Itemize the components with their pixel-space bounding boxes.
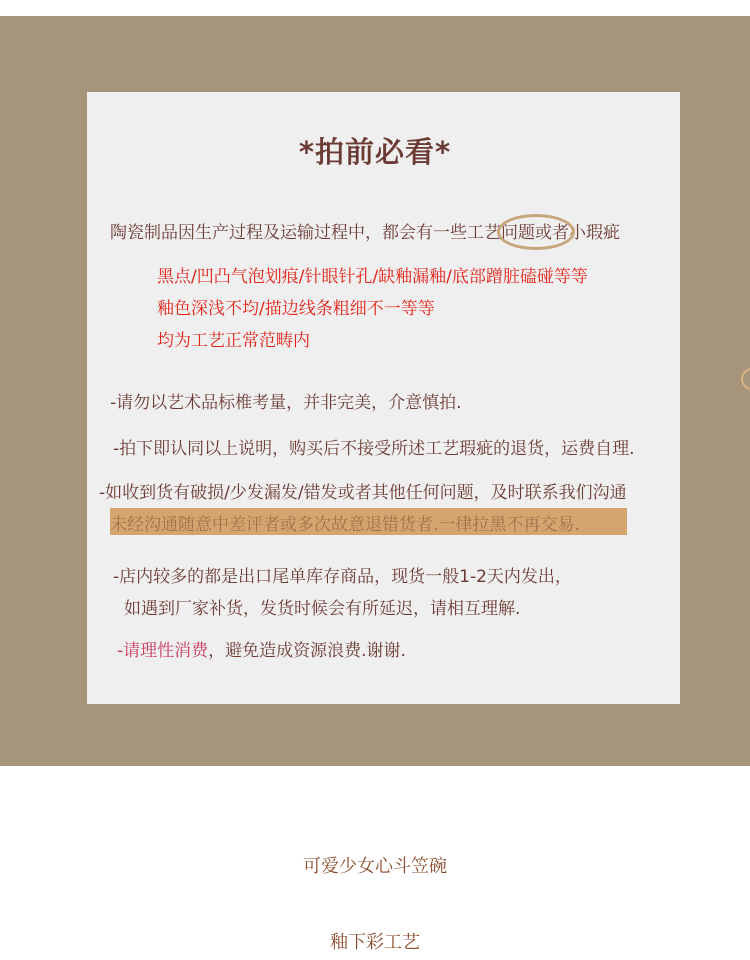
closing-rest: ，避免造成资源浪费.谢谢. — [208, 641, 406, 661]
rule-line-2: -拍下即认同以上说明，购买后不接受所述工艺瑕疵的退货，运费自理. — [113, 439, 635, 459]
product-name: 可爱少女心斗笠碗 — [303, 856, 447, 877]
defect-list-line-2: 釉色深浅不均/描边线条粗细不一等等 — [157, 299, 435, 319]
intro-text: 陶瓷制品因生产过程及运输过程中，都会有一些工艺问题或者小瑕疵 — [110, 223, 620, 243]
rule-line-3: -如收到货有破损/少发漏发/错发或者其他任何问题，及时联系我们沟通 — [99, 483, 627, 503]
highlighted-warning: 未经沟通随意中差评者或多次故意退错货者.一律拉黑不再交易. — [110, 515, 580, 535]
notice-title: *拍前必看* — [298, 135, 452, 169]
craft-label: 釉下彩工艺 — [330, 932, 420, 953]
defect-list-line-1: 黑点/凹凸气泡划痕/针眼针孔/缺釉漏釉/底部蹭脏磕碰等等 — [157, 267, 588, 287]
shipping-line-1: -店内较多的都是出口尾单库存商品，现货一般1-2天内发出， — [113, 567, 572, 587]
rule-line-1: -请勿以艺术品标椎考量，并非完美，介意慎拍. — [110, 393, 462, 413]
shipping-line-2: 如遇到厂家补货，发货时候会有所延迟，请相互理解. — [124, 599, 521, 619]
defect-list-line-3: 均为工艺正常范畴内 — [157, 331, 310, 351]
circle-annotation — [497, 214, 575, 250]
closing-line — [117, 636, 406, 661]
closing-emphasis: -请理性消费 — [117, 641, 209, 661]
